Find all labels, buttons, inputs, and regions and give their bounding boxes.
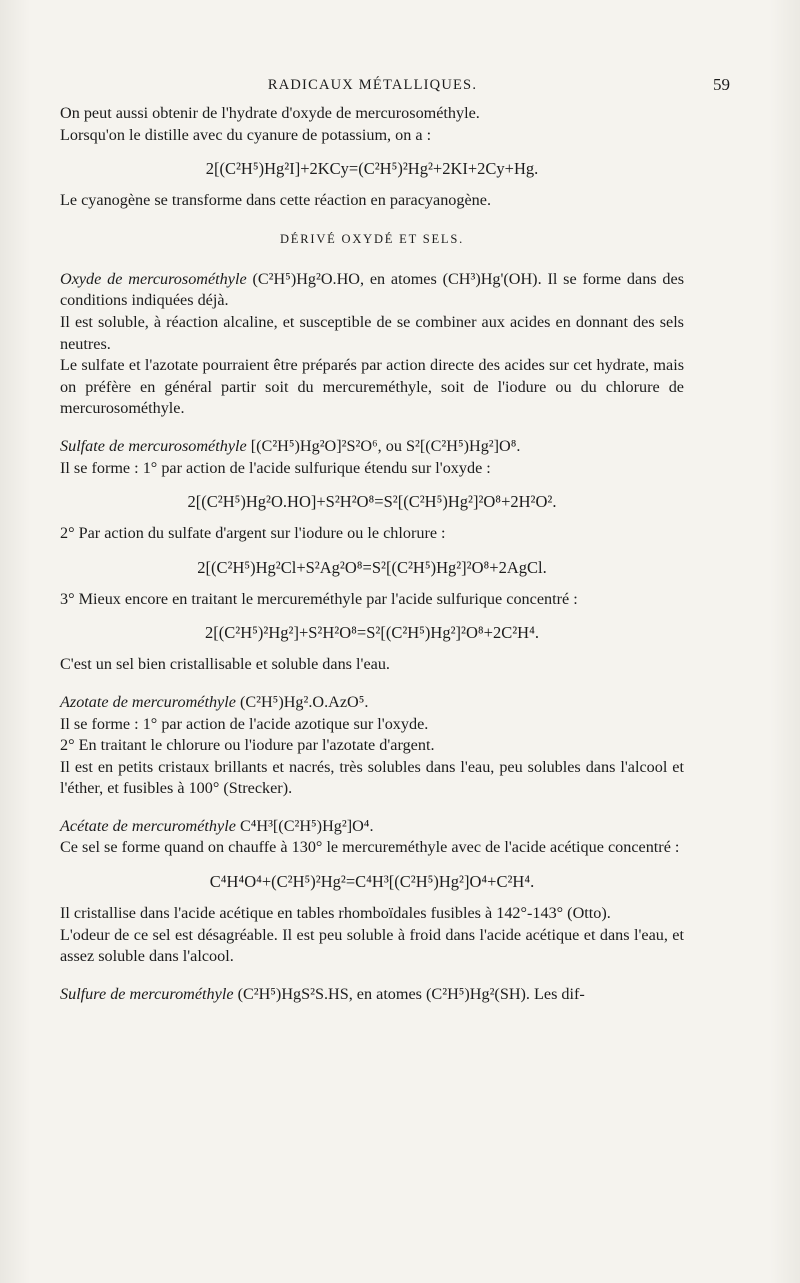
paragraph: 3° Mieux encore en traitant le mercureméthyle par l'acide sulfurique concentré : <box>60 589 578 608</box>
paragraph: Il se forme : 1° par action de l'acide sulfurique étendu sur l'oxyde : <box>60 458 491 477</box>
compound-title: Sulfure de mercurométhyle <box>60 984 234 1003</box>
paragraph: Il cristallise dans l'acide acétique en tables rhomboïdales fusibles à 142°-143° (Otto). <box>60 904 611 923</box>
equation: C⁴H⁴O⁴+(C²H⁵)²Hg²=C⁴H³[(C²H⁵)Hg²]O⁴+C²H⁴. <box>209 872 535 892</box>
paragraph: Le sulfate et l'azotate pourraient être préparés par action directe des acides sur cet hydrate, mais on préfère en général partir soit du mercureméthyle, soit de l'iodure ou du chlorure de mercurosométhyle. <box>60 356 684 418</box>
compound-title: Acétate de mercurométhyle <box>60 816 236 835</box>
paragraph: L'odeur de ce sel est désagréable. Il est peu soluble à froid dans l'acide acétique et dans l'eau, et assez soluble dans l'alcool. <box>60 925 684 966</box>
paragraph-text: (C²H⁵)HgS²S.HS, en atomes (C²H⁵)Hg²(SH). Les dif- <box>233 984 585 1003</box>
equation: 2[(C²H⁵)²Hg²]+S²H²O⁸=S²[(C²H⁵)Hg²]²O⁸+2C²H⁴. <box>205 623 539 643</box>
running-title: RADICAUX MÉTALLIQUES. <box>267 77 478 93</box>
paragraph: Lorsqu'on le distille avec du cyanure de potassium, on a : <box>60 125 432 144</box>
paragraph-text: (C²H⁵)Hg²O.HO, en atomes (CH³)Hg'(OH). Il se forme dans des conditions indiquées déjà. <box>60 269 684 310</box>
compound-title: Oxyde de mercurosométhyle <box>60 269 247 288</box>
paragraph: 2° En traitant le chlorure ou l'iodure par l'azotate d'argent. <box>60 736 435 755</box>
paragraph: Ce sel se forme quand on chauffe à 130° le mercureméthyle avec de l'acide acétique concentré : <box>60 838 680 857</box>
paragraph-sulfate <box>60 436 684 458</box>
paragraph: Le cyanogène se transforme dans cette réaction en paracyanogène. <box>60 191 491 210</box>
equation: 2[(C²H⁵)Hg²Cl+S²Ag²O⁸=S²[(C²H⁵)Hg²]²O⁸+2AgCl. <box>197 557 547 577</box>
page-header <box>60 75 730 99</box>
paragraph: 2° Par action du sulfate d'argent sur l'iodure ou le chlorure : <box>60 524 446 543</box>
paragraph-text: (C²H⁵)Hg².O.AzO⁵. <box>235 692 369 711</box>
page-body <box>60 103 684 1005</box>
paragraph-oxyde <box>60 269 684 312</box>
paragraph-sulfure <box>60 984 684 1006</box>
paragraph-acetate <box>60 816 684 838</box>
compound-title: Azotate de mercurométhyle <box>60 692 236 711</box>
page-number: 59 <box>713 75 730 94</box>
paragraph-text: C⁴H³[(C²H⁵)Hg²]O⁴. <box>235 816 374 835</box>
equation: 2[(C²H⁵)Hg²I]+2KCy=(C²H⁵)²Hg²+2KI+2Cy+Hg. <box>205 159 539 179</box>
paragraph: Il est soluble, à réaction alcaline, et susceptible de se combiner aux acides en donnant des sels neutres. <box>60 312 684 353</box>
paragraph-text: [(C²H⁵)Hg²O]²S²O⁶, ou S²[(C²H⁵)Hg²]O⁸. <box>246 436 521 455</box>
paragraph: Il est en petits cristaux brillants et nacrés, très solubles dans l'eau, peu solubles dans l'alcool et l'éther, et fusibles à 100° (Strecker). <box>60 757 684 798</box>
compound-title: Sulfate de mercurosométhyle <box>60 436 247 455</box>
section-heading: DÉRIVÉ OXYDÉ ET SELS. <box>279 231 465 246</box>
equation: 2[(C²H⁵)Hg²O.HO]+S²H²O⁸=S²[(C²H⁵)Hg²]²O⁸+2H²O². <box>187 492 557 512</box>
paragraph: On peut aussi obtenir de l'hydrate d'oxyde de mercurosométhyle. <box>60 104 480 122</box>
paragraph-azotate <box>60 692 684 714</box>
paragraph: Il se forme : 1° par action de l'acide azotique sur l'oxyde. <box>60 714 429 733</box>
paragraph: C'est un sel bien cristallisable et soluble dans l'eau. <box>60 655 390 674</box>
